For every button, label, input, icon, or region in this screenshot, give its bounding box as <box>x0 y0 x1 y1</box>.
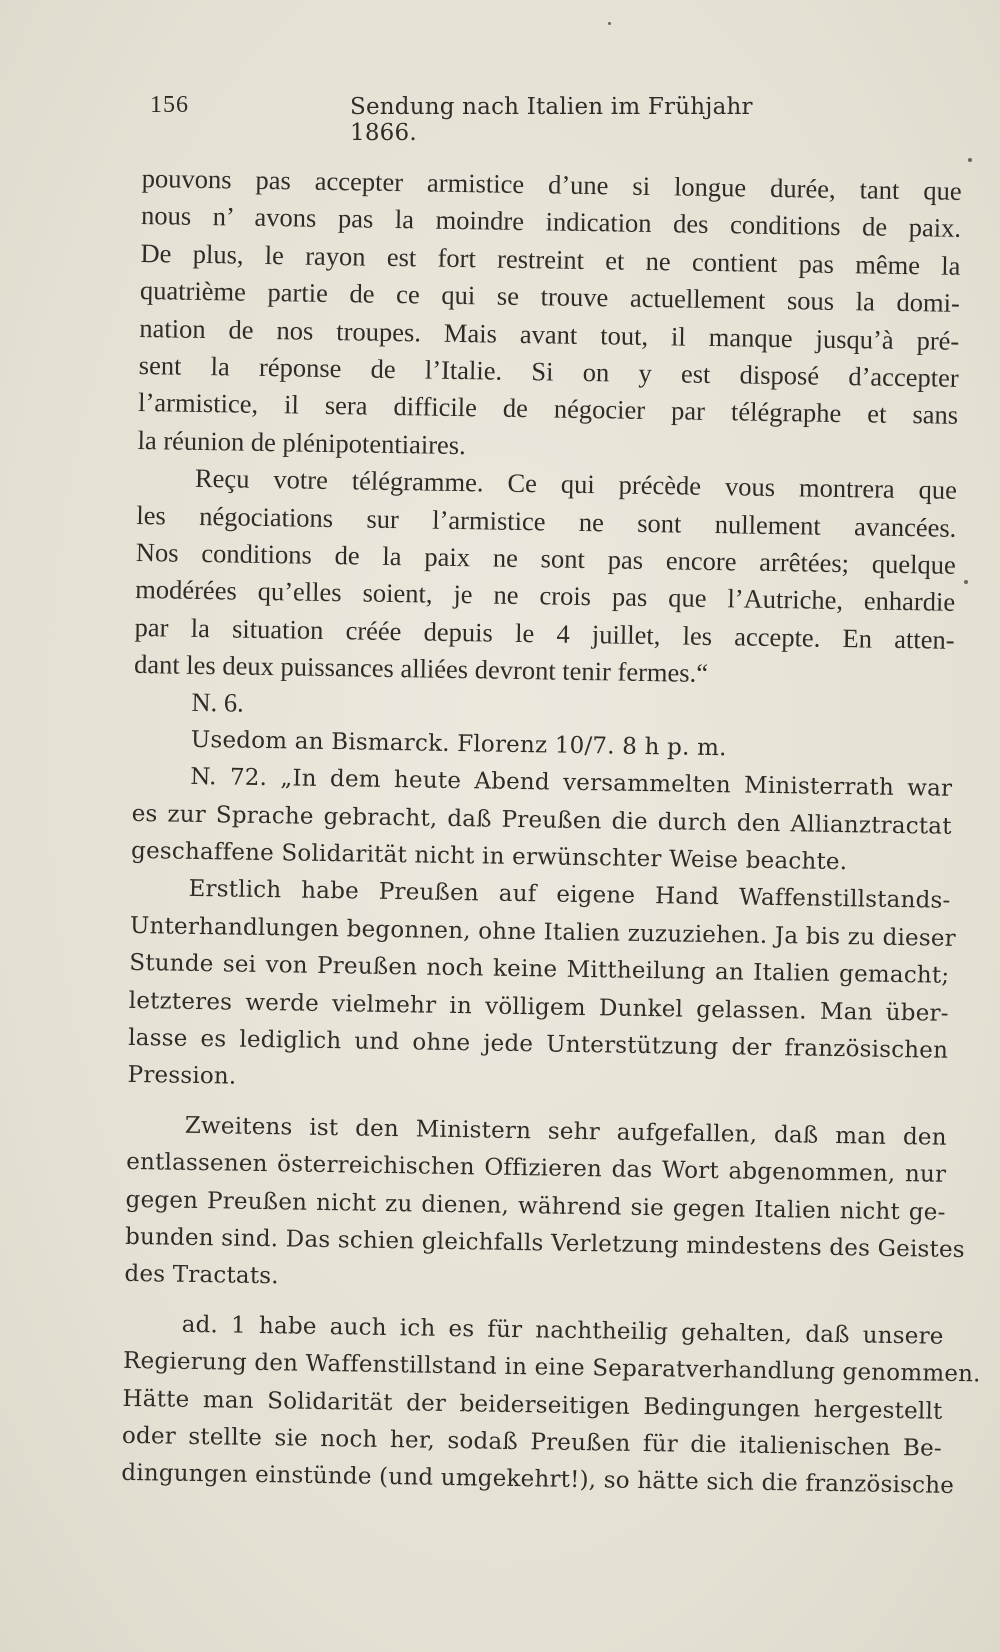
text-line: lasse es lediglich und ohne jede Unterstützung der französischen <box>128 1024 949 1064</box>
text-line: N. 72. „In dem heute Abend versammelten Ministerrath war <box>190 764 953 803</box>
text-line: bunden sind. Das schien gleichfalls Verletzung mindestens des Geistes <box>124 1223 965 1263</box>
text-line: modérées qu’elles soient, je ne crois pas que l’Autriche, enhardie <box>135 574 956 618</box>
text-line: Hätte man Solidarität der beiderseitigen Bedingungen hergestellt <box>122 1385 943 1425</box>
text-line: des Tractats. <box>124 1261 279 1290</box>
text-line: les négociations sur l’armistice ne sont nullement avancées. <box>136 499 957 543</box>
running-head: Sendung nach Italien im Frühjahr 1866. <box>350 94 753 146</box>
text-line: la réunion de plénipotentiaires. <box>137 424 467 460</box>
scan-speck <box>964 580 968 584</box>
text-line: Zweitens ist den Ministern sehr aufgefallen, daß man den <box>184 1112 947 1151</box>
text-line: gegen Preußen nicht zu dienen, während sie gegen Italien nicht ge- <box>125 1186 946 1226</box>
body-text <box>121 160 981 1505</box>
text-line: Erstlich habe Preußen auf eigene Hand Waffenstillstands- <box>188 876 951 915</box>
page-number: 156 <box>150 92 189 118</box>
text-line: oder stellte sie noch her, sodaß Preußen für die italienischen Be- <box>121 1422 943 1462</box>
text-line: nous n’ avons pas la moindre indication des conditions de paix. <box>140 200 962 244</box>
page-header <box>150 92 790 146</box>
text-line: Nos conditions de la paix ne sont pas encore arrêtées; quelque <box>135 536 956 580</box>
text-line: entlassenen österreichischen Offizieren das Wort abgenommen, nur <box>126 1149 947 1188</box>
text-line: Unterhandlungen begonnen, ohne Italien zuzuziehen. Ja bis zu dieser <box>129 912 957 952</box>
text-line: letzteres werde vielmehr in völligem Dunkel gelassen. Man über- <box>128 987 949 1027</box>
text-line: dingungen einstünde (und umgekehrt!), so hätte sich die französische <box>121 1460 955 1500</box>
text-line: nation de nos troupes. Mais avant tout, il manque jusqu’à pré- <box>139 312 960 356</box>
document-heading: Usedom an Bismarck. Florenz 10/7. 8 h p. m. <box>190 726 727 762</box>
scan-speck <box>968 158 972 162</box>
text-line: quatrième partie de ce qui se trouve actuellement sous la domi- <box>139 275 961 319</box>
text-line: pouvons pas accepter armistice d’une si longue durée, tant que <box>141 162 962 206</box>
text-line: es zur Sprache gebracht, daß Preußen die durch den Allianztractat <box>131 800 952 840</box>
text-line: dant les deux puissances alliées devront tenir fermes.“ <box>133 649 709 689</box>
text-line: De plus, le rayon est fort restreint et ne contient pas même la <box>140 237 961 281</box>
text-line: par la situation créée depuis le 4 juillet, les accepte. En atten- <box>134 611 955 655</box>
text-line: l’armistice, il sera difficile de négocier par télégraphe et sans <box>137 387 959 431</box>
text-line: geschaffene Solidarität nicht in erwünschter Weise beachte. <box>130 837 848 876</box>
text-line: ad. 1 habe auch ich es für nachtheilig gehalten, daß unsere <box>181 1311 944 1350</box>
text-line: Regierung den Waffenstillstand in eine Separatverhandlung genommen. <box>122 1347 981 1388</box>
text-line: Pression. <box>127 1062 237 1090</box>
document-number: N. 6. <box>191 687 244 719</box>
text-line: Reçu votre télégramme. Ce qui précède vous montrera que <box>194 462 958 505</box>
scan-speck <box>608 22 611 25</box>
text-line: sent la réponse de l’Italie. Si on y est disposé d’accepter <box>138 349 959 393</box>
text-line: Stunde sei von Preußen noch keine Mittheilung an Italien gemacht; <box>129 950 950 989</box>
